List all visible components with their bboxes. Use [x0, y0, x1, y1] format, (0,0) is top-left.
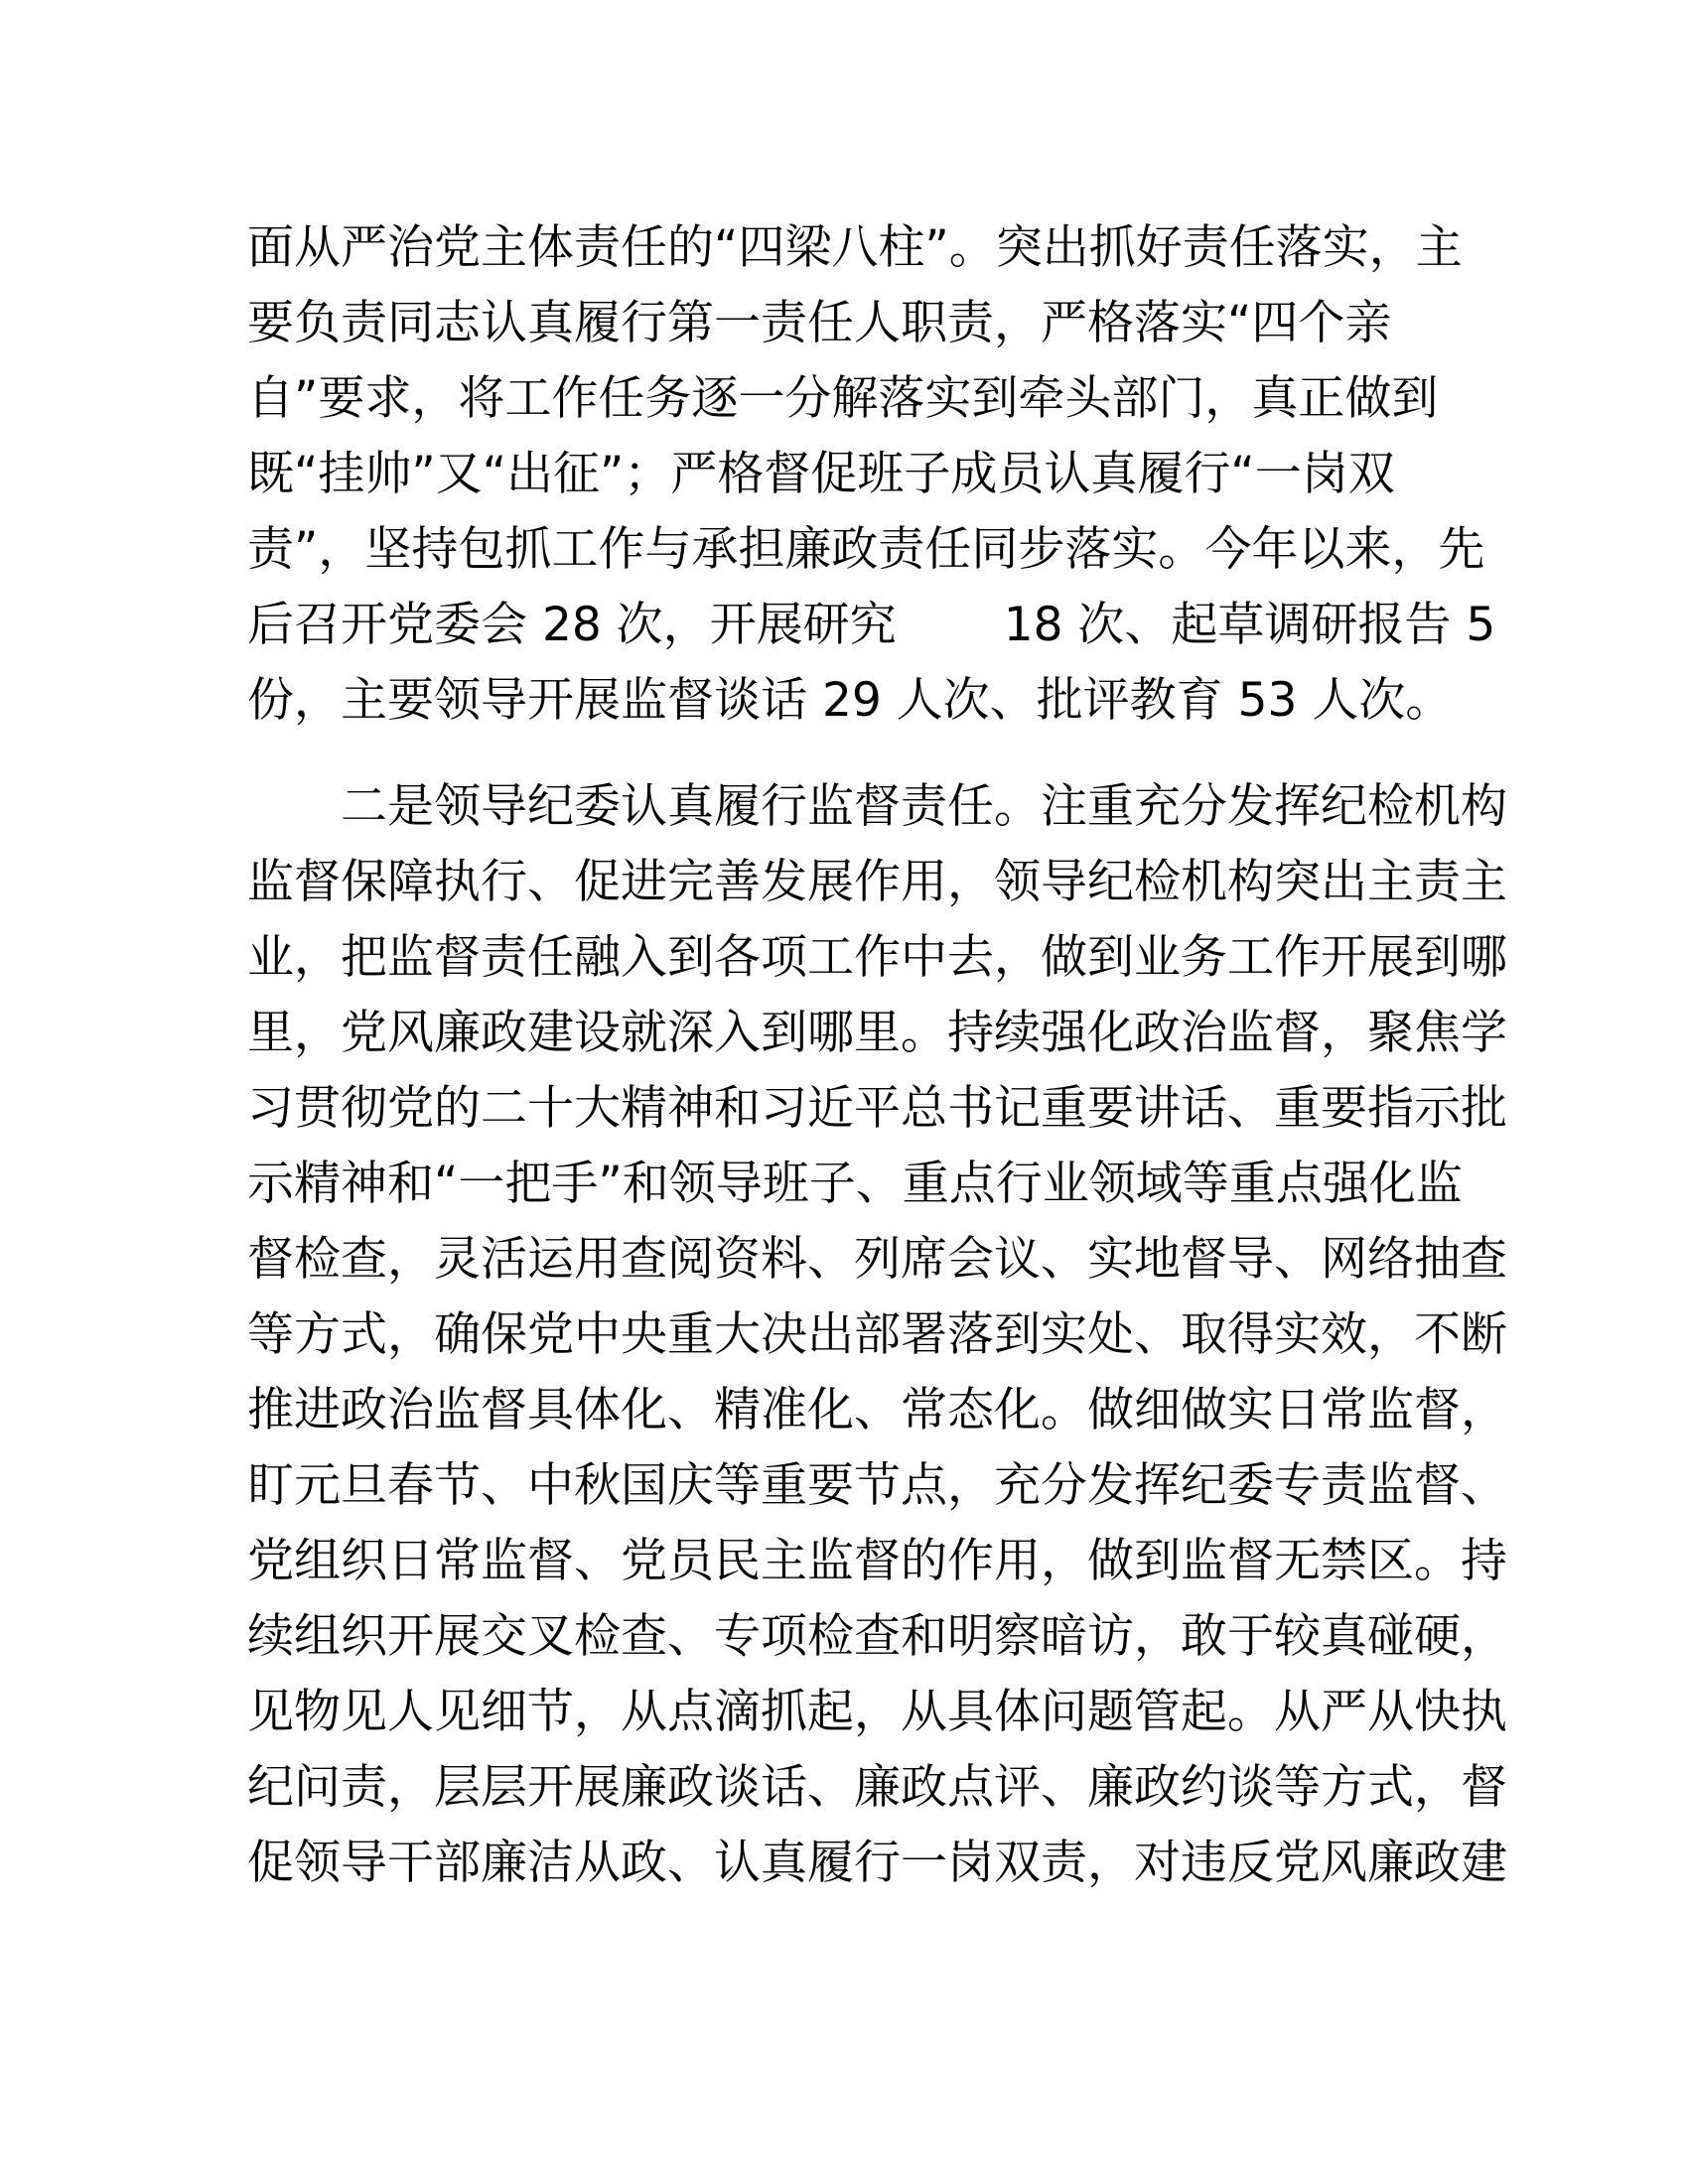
paragraph-line: 见物见人见细节，从点滴抓起，从具体问题管起。从严从快执 — [247, 1685, 1507, 1739]
paragraph-line: 业，把监督责任融入到各项工作中去，做到业务工作开展到哪 — [247, 930, 1507, 985]
paragraph-line: 面从严治党主体责任的“四梁八柱”。突出抓好责任落实，主 — [247, 220, 1463, 275]
paragraph-line: 盯元旦春节、中秋国庆等重要节点，充分发挥纪委专责监督、 — [247, 1458, 1507, 1513]
paragraph-line: 党组织日常监督、党员民主监督的作用，做到监督无禁区。持 — [247, 1534, 1507, 1588]
paragraph-2 — [247, 769, 1507, 1901]
paragraph-line-split — [247, 588, 1496, 663]
paragraph-line: 推进政治监督具体化、精准化、常态化。做细做实日常监督， — [247, 1383, 1507, 1437]
paragraph-line: 续组织开展交叉检查、专项检查和明察暗访，敢于较真碰硬， — [247, 1609, 1507, 1664]
paragraph-1 — [247, 210, 1496, 739]
paragraph-line: 里，党风廉政建设就深入到哪里。持续强化政治监督，聚焦学 — [247, 1006, 1507, 1060]
paragraph-line: 监督保障执行、促进完善发展作用，领导纪检机构突出主责主 — [247, 855, 1507, 909]
paragraph-line: 纪问责，层层开展廉政谈话、廉政点评、廉政约谈等方式，督 — [247, 1760, 1507, 1815]
paragraph-line: 示精神和“一把手”和领导班子、重点行业领域等重点强化监 — [247, 1157, 1463, 1211]
paragraph-line: 自”要求，将工作任务逐一分解落实到牵头部门，真正做到 — [247, 371, 1439, 426]
paragraph-first-line: 二是领导纪委认真履行监督责任。注重充分发挥纪检机构 — [341, 779, 1507, 834]
line-segment-left: 后召开党委会 28 次，开展研究 — [247, 598, 897, 652]
paragraph-line: 习贯彻党的二十大精神和习近平总书记重要讲话、重要指示批 — [247, 1081, 1507, 1136]
paragraph-line: 促领导干部廉洁从政、认真履行一岗双责，对违反党风廉政建 — [247, 1836, 1507, 1890]
paragraph-line: 既“挂帅”又“出征”；严格督促班子成员认真履行“一岗双 — [247, 447, 1395, 501]
paragraph-line: 责”，坚持包抓工作与承担廉政责任同步落实。今年以来，先 — [247, 522, 1485, 577]
paragraph-line: 督检查，灵活运用查阅资料、列席会议、实地督导、网络抽查 — [247, 1232, 1507, 1287]
paragraph-line: 等方式，确保党中央重大决出部署落到实处、取得实效，不断 — [247, 1307, 1507, 1362]
paragraph-line: 份，主要领导开展监督谈话 29 人次、批评教育 53 人次。 — [247, 673, 1453, 728]
line-segment-right: 18 次、起草调研报告 5 — [1003, 598, 1496, 652]
paragraph-line: 要负责同志认真履行第一责任人职责，严格落实“四个亲 — [247, 296, 1392, 350]
